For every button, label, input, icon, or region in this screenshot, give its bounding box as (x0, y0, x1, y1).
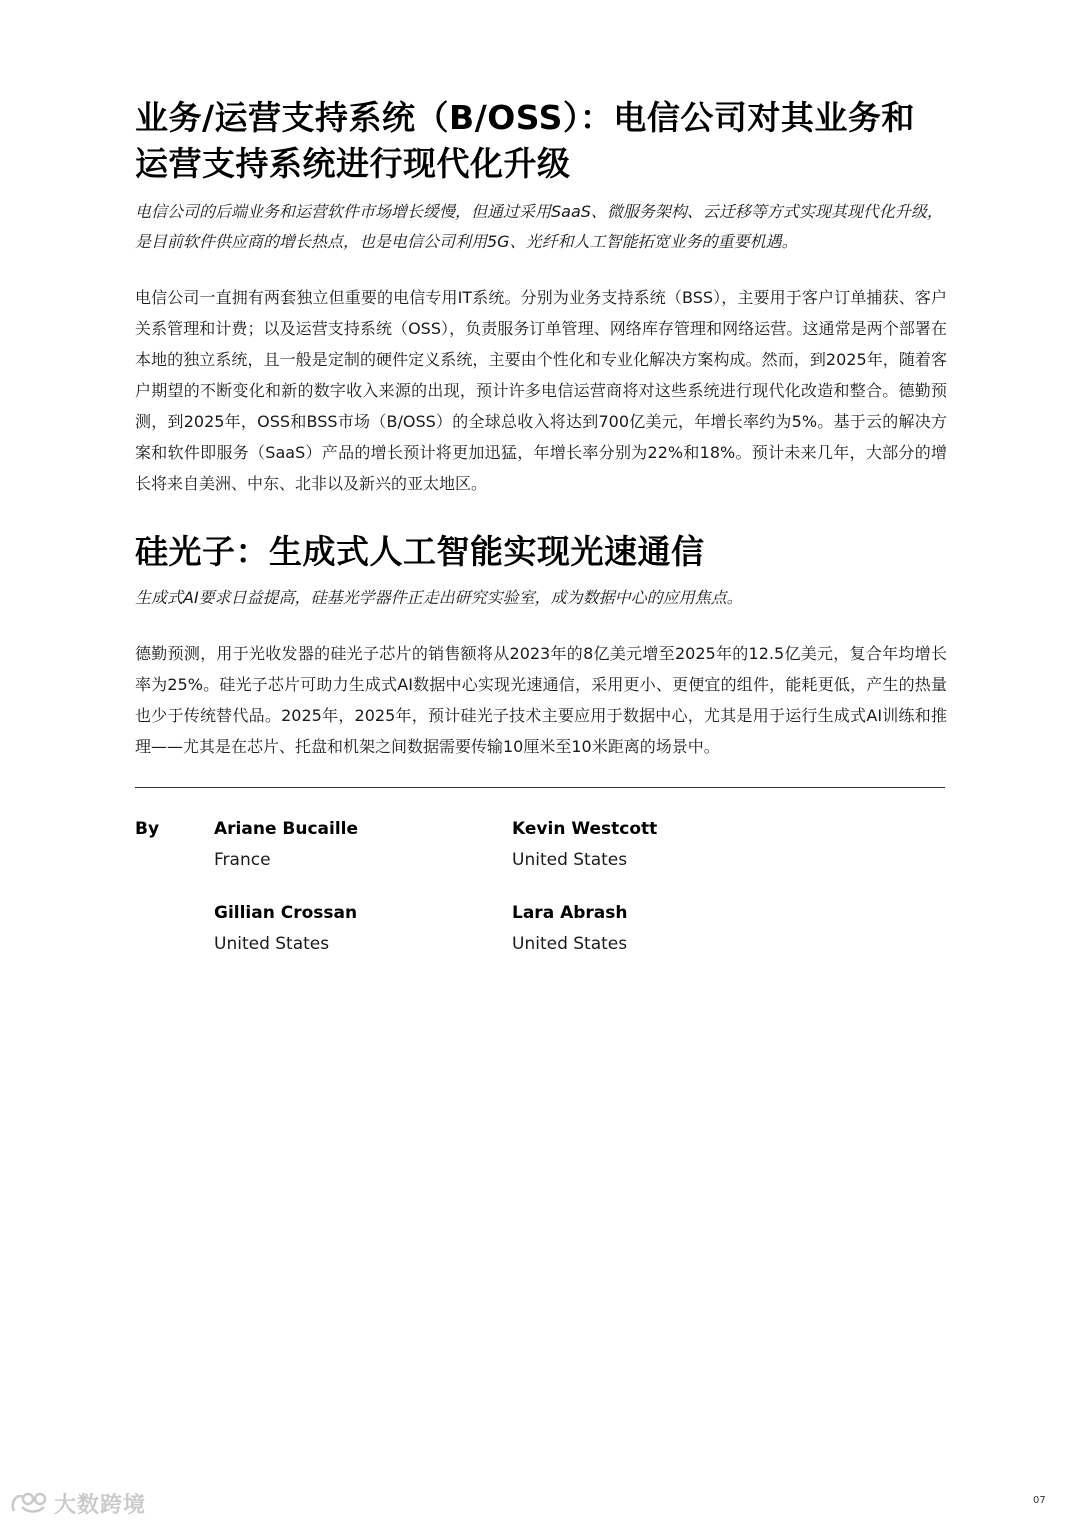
author-entry (512, 816, 792, 873)
divider-line (135, 787, 945, 788)
author-country: United States (512, 934, 628, 954)
article-content (135, 95, 947, 762)
section-silicon-photonics (135, 529, 947, 762)
by-label: By (135, 819, 160, 839)
section-title-bos: 业务/运营支持系统（B/OSS）：电信公司对其业务和运营支持系统进行现代化升级 (135, 98, 915, 183)
author-entry (214, 816, 494, 873)
section-bos (135, 95, 947, 499)
author-name: Ariane Bucaille (214, 819, 359, 839)
section-subtitle-bos: 电信公司的后端业务和运营软件市场增长缓慢，但通过采用SaaS、微服务架构、云迁移等方式实现其现代化升级，是目前软件供应商的增长热点，也是电信公司利用5G、光纤和人工智能拓宽业务的重要机遇。 (135, 202, 943, 251)
author-country: France (214, 850, 271, 870)
author-byline (135, 816, 945, 966)
author-name: Kevin Westcott (512, 819, 658, 839)
section-body-silicon-photonics: 德勤预测，用于光收发器的硅光子芯片的销售额将从2023年的8亿美元增至2025年的12.5亿美元，复合年均增长率为25%。硅光子芯片可助力生成式AI数据中心实现光速通信，采用更小、更便宜的组件，能耗更低，产生的热量也少于传统替代品。2025年，2025年，预计硅光子技术主要应用于数据中心，尤其是用于运行生成式AI训练和推理——尤其是在芯片、托盘和机架之间数据需要传输10厘米至10米距离的场景中。 (135, 644, 947, 756)
section-body-bos: 电信公司一直拥有两套独立但重要的电信专用IT系统。分别为业务支持系统（BSS），主要用于客户订单捕获、客户关系管理和计费；以及运营支持系统（OSS），负责服务订单管理、网络库存管理和网络运营。这通常是两个部署在本地的独立系统，且一般是定制的硬件定义系统，主要由个性化和专业化解决方案构成。然而，到2025年，随着客户期望的不断变化和新的数字收入来源的出现，预计许多电信运营商将对这些系统进行现代化改造和整合。德勤预测，到2025年，OSS和BSS市场（B/OSS）的全球总收入将达到700亿美元，年增长率约为5%。基于云的解决方案和软件即服务（SaaS）产品的增长预计将更加迅猛，年增长率分别为22%和18%。预计未来几年，大部分的增长将来自美洲、中东、北非以及新兴的亚太地区。 (135, 288, 947, 493)
author-country: United States (512, 850, 628, 870)
page-number: 07 (1033, 1495, 1046, 1506)
author-name: Gillian Crossan (214, 903, 358, 923)
section-title-silicon-photonics: 硅光子：生成式人工智能实现光速通信 (135, 532, 705, 571)
watermark-text: 大数跨境 (54, 1492, 147, 1518)
author-entry (214, 900, 494, 957)
section-subtitle-silicon-photonics: 生成式AI要求日益提高，硅基光学器件正走出研究实验室，成为数据中心的应用焦点。 (135, 588, 743, 607)
watermark (8, 1488, 146, 1518)
author-country: United States (214, 934, 330, 954)
watermark-logo-icon (8, 1489, 50, 1517)
author-entry (512, 900, 792, 957)
author-name: Lara Abrash (512, 903, 628, 923)
